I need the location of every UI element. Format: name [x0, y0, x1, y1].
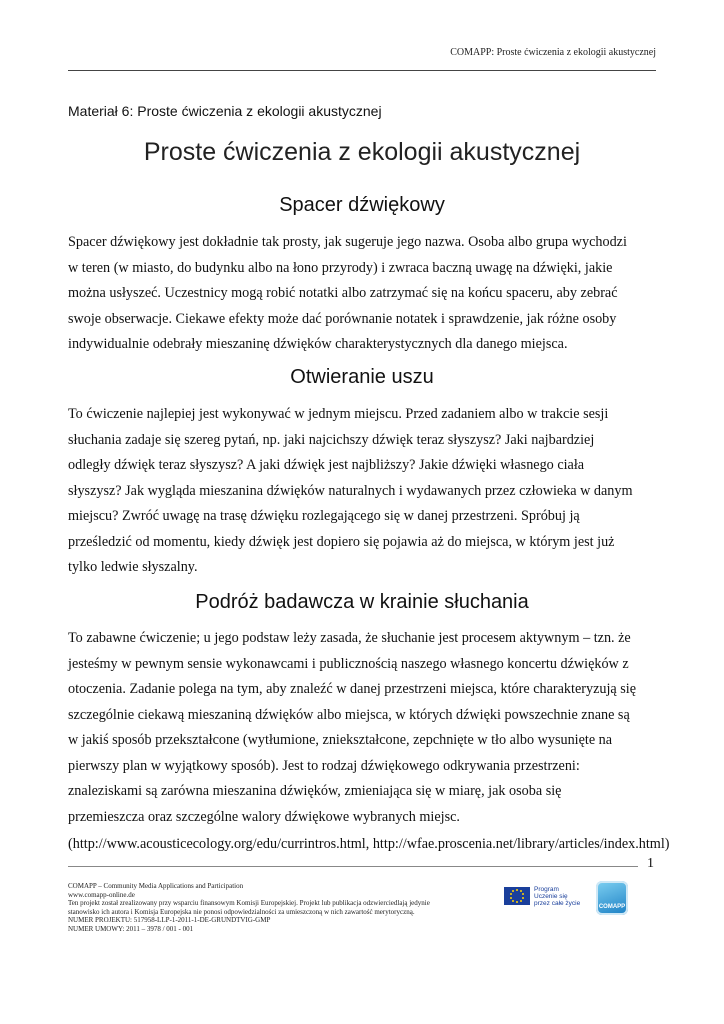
- section-heading-podroz: Podróż badawcza w krainie słuchania: [195, 591, 529, 613]
- text-line: można usłyszeć. Uczestnicy mogą robić notatki albo zatrzymać się na końcu spaceru, aby zebrać: [68, 285, 618, 301]
- header-divider: [68, 70, 656, 71]
- comapp-logo: [596, 881, 628, 915]
- text-line: słuchania zadaje się szereg pytań, np. jaki najcichszy dźwięk teraz słyszysz? Jaki najbardziej: [68, 431, 595, 448]
- text-line: indywidualnie odebrały mieszaninę dźwięków charakterystycznych dla danego miejsca.: [68, 336, 568, 352]
- paragraph-spacer: [68, 230, 660, 358]
- text-line: słyszysz? Jak wygląda mieszanina dźwięków naturalnych i wydawanych przez człowieka w danym: [68, 482, 633, 499]
- text-line: przemieszcza oraz szczególne walory dźwiękowe wybranych miejsc.: [68, 808, 460, 825]
- page-number: 1: [647, 856, 654, 871]
- paragraph-otwieranie: [68, 402, 660, 581]
- reference-links[interactable]: (http://www.acousticecology.org/edu/currintros.html, http://wfae.proscenia.net/library/articles/index.html): [68, 836, 670, 852]
- footer-divider: [68, 866, 638, 867]
- section-heading-otwieranie: Otwieranie uszu: [290, 366, 434, 388]
- footer-line: Ten projekt został zrealizowany przy wsparciu finansowym Komisji Europejskiej. Projekt lub publikacja odzwierciedlają jedynie: [68, 899, 430, 908]
- comapp-logo-text: COMAPP: [598, 904, 626, 910]
- eu-logo-line: Program: [534, 885, 559, 893]
- text-line: odległy dźwięk teraz słyszysz? A jaki dźwięk jest najbliższy? Jakie dźwięki własnego ciała: [68, 457, 585, 473]
- text-line: prześledzić od momentu, kiedy dźwięk jest dopiero się pojawia aż do miejsca, w którym jest już: [68, 533, 615, 550]
- paragraph-podroz: [68, 626, 660, 830]
- text-line: w jakiś sposób przekształcone (wytłumione, zniekształcone, zepchnięte w tło albo wysunięte na: [68, 732, 613, 748]
- text-line: miejscu? Zwróć uwagę na trasę dźwięku rozlegającego się w danej przestrzeni. Spróbuj ją: [68, 508, 580, 524]
- footer-info: [68, 882, 430, 934]
- text-line: w teren (w miasto, do budynku albo na łono przyrody) i zwraca baczną uwagę na dźwięki, jakie: [68, 259, 613, 276]
- text-line: szczególnie ciekawą mieszaniną dźwięków albo miejsca, w których dźwięki powszechnie znane są: [68, 706, 630, 723]
- eu-flag-icon: [504, 887, 530, 905]
- text-line: pierwszy plan w wyjątkowy sposób). Jest to rodzaj dźwiękowego odkrywania przestrzeni:: [68, 757, 580, 774]
- text-line: otoczenia. Zadanie polega na tym, aby znaleźć w danej przestrzeni miejsca, które charakteryzują się: [68, 681, 637, 697]
- text-line: swoje obserwacje. Ciekawe efekty może dać porównanie notatek i sprawdzenie, jak różne osoby: [68, 310, 617, 327]
- text-line: Spacer dźwiękowy jest dokładnie tak prosty, jak sugeruje jego nazwa. Osoba albo grupa wychodzi: [68, 234, 627, 250]
- footer-line: stanowisko ich autora i Komisja Europejska nie ponosi odpowiedzialności za umieszczoną w nich zawartość merytoryczną.: [68, 907, 415, 916]
- text-line: tylko ledwie słyszalny.: [68, 559, 198, 575]
- eu-logo-text: [534, 886, 580, 907]
- material-label: Materiał 6: Proste ćwiczenia z ekologii akustycznej: [68, 103, 382, 119]
- footer-url[interactable]: www.comapp-online.de: [68, 890, 135, 899]
- text-line: znaleziskami są zarówna mieszanina dźwięków, zmieniająca się w miarę, jak osoba się: [68, 783, 562, 799]
- section-heading-spacer: Spacer dźwiękowy: [279, 194, 445, 216]
- text-line: jesteśmy w pewnym sensie wykonawcami i publicznością naszego własnego koncertu dźwięków z: [68, 655, 629, 672]
- footer-line: NUMER UMOWY: 2011 – 3978 / 001 - 001: [68, 924, 194, 933]
- footer-line: NUMER PROJEKTU: 517958-LLP-1-2011-1-DE-GRUNDTVIG-GMP: [68, 916, 271, 925]
- text-line: To zabawne ćwiczenie; u jego podstaw leży zasada, że słuchanie jest procesem aktywnym – tzn. że: [68, 630, 631, 646]
- page-title: Proste ćwiczenia z ekologii akustycznej: [143, 138, 581, 166]
- text-line: To ćwiczenie najlepiej jest wykonywać w jednym miejscu. Przed zadaniem albo w trakcie sesji: [68, 406, 609, 422]
- eu-lifelong-learning-logo: [504, 883, 582, 909]
- eu-logo-line: przez całe życie: [534, 899, 581, 907]
- footer-line: COMAPP – Community Media Applications and Participation: [68, 882, 244, 890]
- eu-logo-line: Uczenie się: [534, 892, 568, 900]
- running-header: COMAPP: Proste ćwiczenia z ekologii akustycznej: [450, 47, 656, 58]
